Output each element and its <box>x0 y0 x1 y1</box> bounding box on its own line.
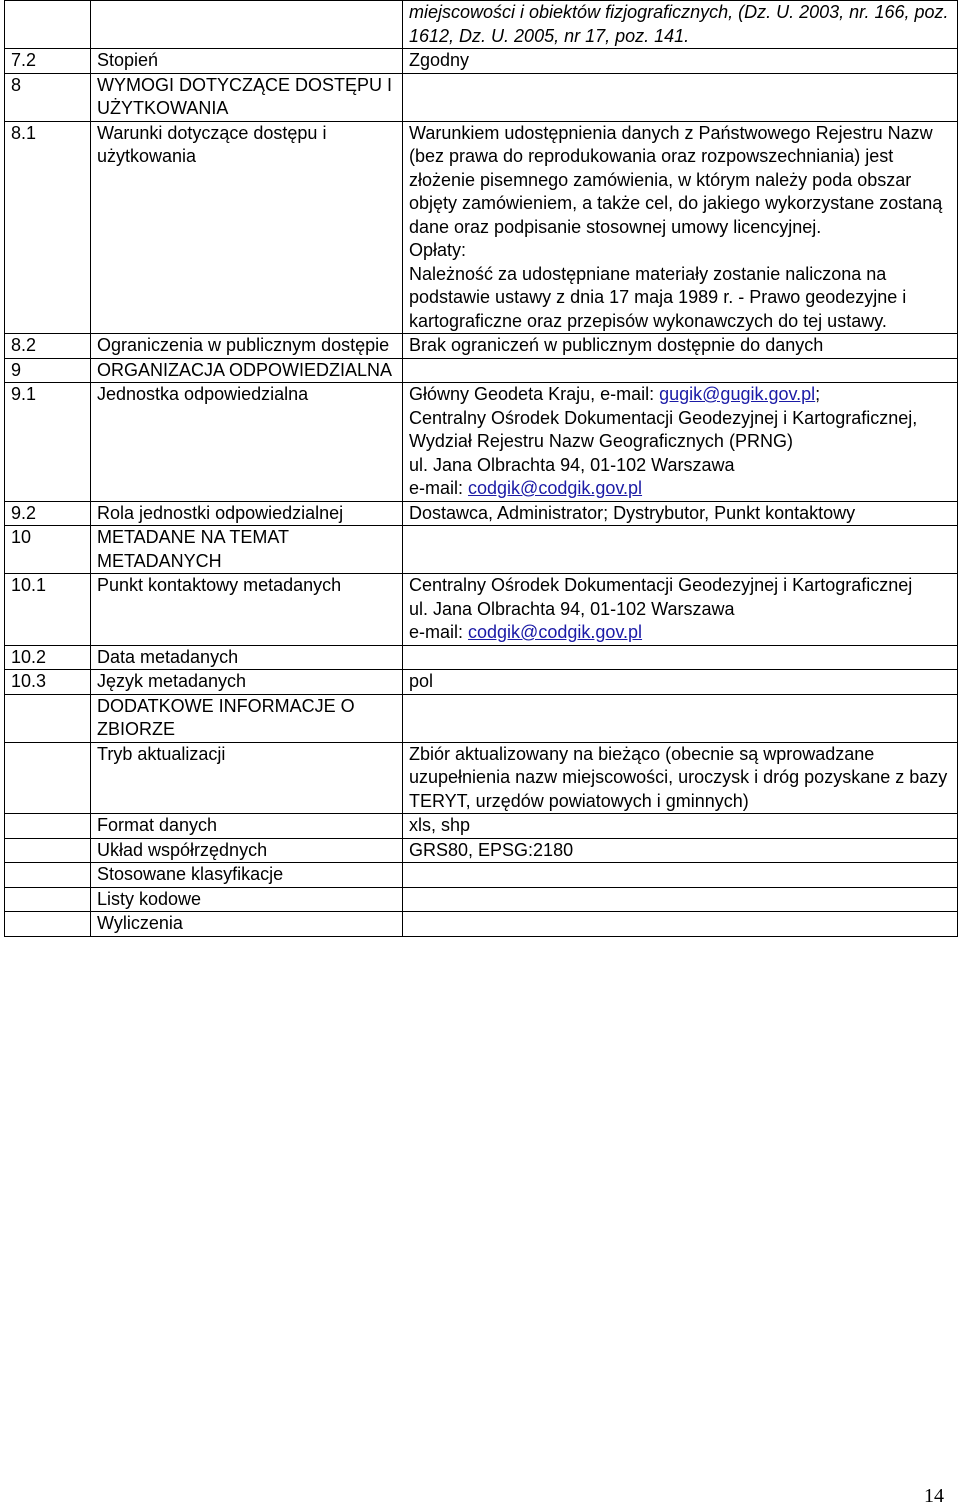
table-row <box>5 383 958 502</box>
row-label: METADANE NA TEMAT METADANYCH <box>91 526 403 574</box>
table-row <box>5 73 958 121</box>
table-row <box>5 358 958 383</box>
codgik-email-link[interactable]: codgik@codgik.gov.pl <box>468 478 643 498</box>
row-number: 7.2 <box>5 49 91 74</box>
table-row <box>5 49 958 74</box>
row-value: xls, shp <box>403 814 958 839</box>
organization-address: ul. Jana Olbrachta 94, 01-102 Warszawa <box>409 598 735 619</box>
organization-name: Centralny Ośrodek Dokumentacji Geodezyjnej i Kartograficznej, Wydział Rejestru Nazw Geograficznych (PRNG) <box>409 407 918 451</box>
codgik-email-link[interactable]: codgik@codgik.gov.pl <box>468 622 643 642</box>
table-row <box>5 670 958 695</box>
email-label: e-mail: <box>409 478 469 498</box>
row-number: 10.3 <box>5 670 91 695</box>
organization-name: Centralny Ośrodek Dokumentacji Geodezyjnej i Kartograficznej <box>409 575 913 595</box>
row-label <box>91 1 403 49</box>
row-value: Zbiór aktualizowany na bieżąco (obecnie są wprowadzane uzupełnienia nazw miejscowości, uroczysk i dróg pozyskane z bazy TERYT, urzędów powiatowych i gminnych) <box>403 742 958 814</box>
row-value: Zgodny <box>403 49 958 74</box>
row-label: Tryb aktualizacji <box>91 742 403 814</box>
row-value: Dostawca, Administrator; Dystrybutor, Punkt kontaktowy <box>403 501 958 526</box>
table-row <box>5 814 958 839</box>
row-label: Układ współrzędnych <box>91 838 403 863</box>
access-conditions-text: Warunkiem udostępnienia danych z Państwowego Rejestru Nazw (bez prawa do reprodukowania oraz rozpowszechniania) jest złożenie pisemnego zamówienia, w którym należy poda obszar objęty zamówieniem, a także cel, do jakiego wykorzystane zostaną dane oraz podpisanie stosownej umowy licencyjnej. <box>409 122 943 237</box>
organization-email-line <box>409 621 957 645</box>
metadata-table <box>4 0 958 937</box>
fees-heading: Opłaty: <box>409 240 467 260</box>
row-label: Jednostka odpowiedzialna <box>91 383 403 502</box>
organization-address: ul. Jana Olbrachta 94, 01-102 Warszawa <box>409 454 735 475</box>
row-value <box>403 912 958 937</box>
email-label: e-mail: <box>409 622 469 642</box>
row-label: DODATKOWE INFORMACJE O ZBIORZE <box>91 694 403 742</box>
row-label: Format danych <box>91 814 403 839</box>
responsible-party-name: Główny Geodeta Kraju, e-mail: <box>409 384 660 404</box>
row-value <box>403 121 958 334</box>
organization-email-line <box>409 477 957 501</box>
row-label: Rola jednostki odpowiedzialnej <box>91 501 403 526</box>
page-number: 14 <box>924 1485 944 1507</box>
table-row <box>5 887 958 912</box>
row-value <box>403 358 958 383</box>
row-value <box>403 574 958 646</box>
table-row <box>5 1 958 49</box>
table-row <box>5 526 958 574</box>
table-row <box>5 742 958 814</box>
row-number <box>5 887 91 912</box>
row-value <box>403 887 958 912</box>
row-number: 10 <box>5 526 91 574</box>
row-value <box>403 645 958 670</box>
responsible-party-line <box>409 383 957 407</box>
separator: ; <box>815 384 821 404</box>
row-value: miejscowości i obiektów fizjograficznych, (Dz. U. 2003, nr. 166, poz. 1612, Dz. U. 2005, nr 17, poz. 141. <box>403 1 958 49</box>
row-number <box>5 742 91 814</box>
row-value: pol <box>403 670 958 695</box>
row-value <box>403 526 958 574</box>
row-label: Punkt kontaktowy metadanych <box>91 574 403 646</box>
row-number: 10.2 <box>5 645 91 670</box>
row-number: 9.1 <box>5 383 91 502</box>
row-number: 9.2 <box>5 501 91 526</box>
row-value: Brak ograniczeń w publicznym dostępnie do danych <box>403 334 958 359</box>
row-number: 10.1 <box>5 574 91 646</box>
row-label: Wyliczenia <box>91 912 403 937</box>
row-label: WYMOGI DOTYCZĄCE DOSTĘPU I UŻYTKOWANIA <box>91 73 403 121</box>
row-label: Data metadanych <box>91 645 403 670</box>
table-row <box>5 574 958 646</box>
row-value <box>403 863 958 888</box>
row-number: 8.1 <box>5 121 91 334</box>
row-number: 8 <box>5 73 91 121</box>
row-label: Ograniczenia w publicznym dostępie <box>91 334 403 359</box>
row-value <box>403 73 958 121</box>
row-label: Stosowane klasyfikacje <box>91 863 403 888</box>
table-row <box>5 645 958 670</box>
table-row <box>5 694 958 742</box>
table-row <box>5 912 958 937</box>
table-row <box>5 501 958 526</box>
gugik-email-link[interactable]: gugik@gugik.gov.pl <box>659 384 816 404</box>
table-row <box>5 838 958 863</box>
row-number <box>5 694 91 742</box>
row-number <box>5 838 91 863</box>
fees-text: Należność za udostępniane materiały zostanie naliczona na podstawie ustawy z dnia 17 maja 1989 r. - Prawo geodezyjne i kartograficzne oraz przepisów wykonawczych do tej ustawy. <box>409 263 907 331</box>
row-value: GRS80, EPSG:2180 <box>403 838 958 863</box>
row-number <box>5 1 91 49</box>
row-number: 8.2 <box>5 334 91 359</box>
row-label: Listy kodowe <box>91 887 403 912</box>
row-label: Warunki dotyczące dostępu i użytkowania <box>91 121 403 334</box>
row-value <box>403 694 958 742</box>
table-row <box>5 863 958 888</box>
row-number <box>5 912 91 937</box>
row-label: Stopień <box>91 49 403 74</box>
row-number: 9 <box>5 358 91 383</box>
row-number <box>5 863 91 888</box>
row-label: Język metadanych <box>91 670 403 695</box>
table-row <box>5 121 958 334</box>
row-number <box>5 814 91 839</box>
table-row <box>5 334 958 359</box>
row-label: ORGANIZACJA ODPOWIEDZIALNA <box>91 358 403 383</box>
row-value <box>403 383 958 502</box>
